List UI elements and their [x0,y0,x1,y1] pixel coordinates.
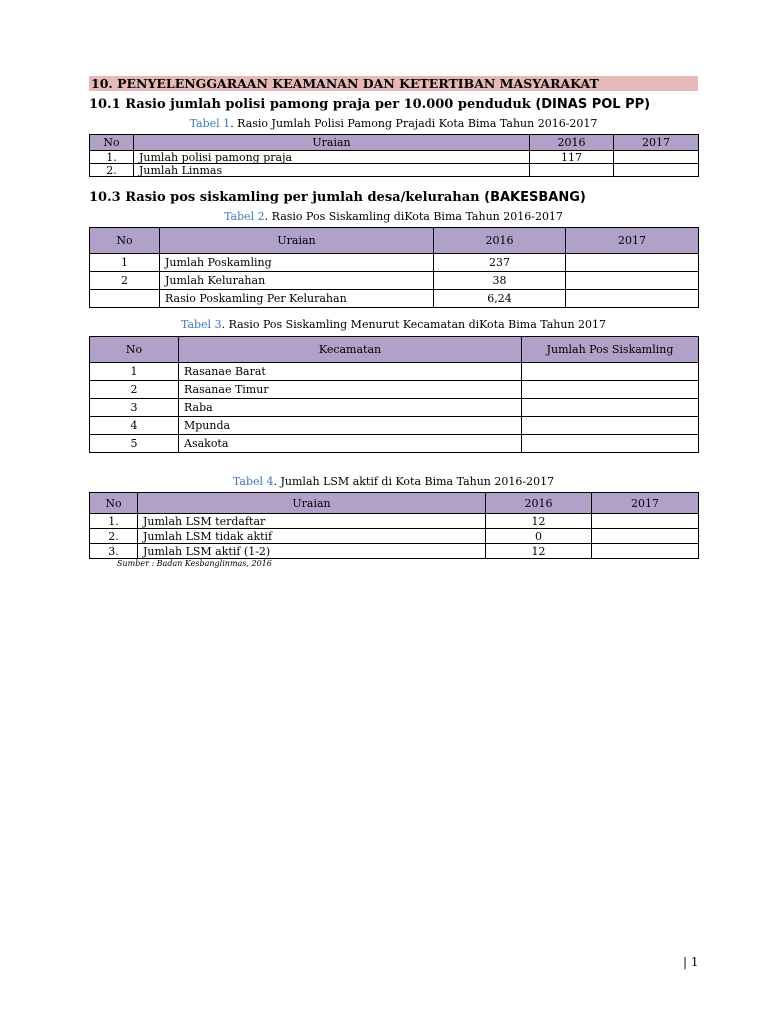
cell-jumlah [522,435,699,453]
table-4 [89,492,699,559]
header-uraian: Uraian [160,228,434,254]
cell-uraian: Jumlah polisi pamong praja [134,151,530,164]
caption-text: . Jumlah LSM aktif di Kota Bima Tahun 2016-2017 [273,475,555,488]
cell-2016: 117 [530,151,614,164]
cell-uraian: Jumlah LSM tidak aktif [138,529,486,544]
cell-no: 3. [90,544,138,559]
table-row [90,399,699,417]
cell-jumlah [522,417,699,435]
cell-2017 [614,164,699,177]
table-header-row [90,135,699,151]
table-header-row [90,337,699,363]
table-row [90,529,699,544]
header-no: No [90,337,179,363]
subsection-title: 10.1 Rasio jumlah polisi pamong praja per 10.000 penduduk [89,97,536,112]
cell-2017 [592,514,699,529]
cell-kecamatan: Raba [179,399,522,417]
cell-2017 [566,254,699,272]
cell-uraian: Rasio Poskamling Per Kelurahan [160,290,434,308]
cell-2017 [566,272,699,290]
caption-label: Tabel 4 [232,475,274,488]
caption-text: . Rasio Jumlah Polisi Pamong Prajadi Kota Bima Tahun 2016-2017 [230,117,598,130]
cell-2016: 6,24 [434,290,566,308]
table-2 [89,227,699,308]
cell-no: 1 [90,363,179,381]
table-row [90,272,699,290]
cell-uraian: Jumlah LSM terdaftar [138,514,486,529]
cell-no: 1 [90,254,160,272]
cell-2017 [614,151,699,164]
cell-2016: 237 [434,254,566,272]
header-2016: 2016 [434,228,566,254]
header-2017: 2017 [614,135,699,151]
cell-jumlah [522,363,699,381]
cell-2016: 0 [486,529,592,544]
table-header-row [90,493,699,514]
cell-uraian: Jumlah Poskamling [160,254,434,272]
header-no: No [90,135,134,151]
cell-no: 2 [90,381,179,399]
cell-no [90,290,160,308]
subsection-heading-10-3 [89,190,586,206]
cell-2016 [530,164,614,177]
cell-kecamatan: Mpunda [179,417,522,435]
cell-no: 5 [90,435,179,453]
cell-uraian: Jumlah LSM aktif (1-2) [138,544,486,559]
header-uraian: Uraian [138,493,486,514]
table-row [90,164,699,177]
cell-no: 1. [90,514,138,529]
table-row [90,290,699,308]
section-heading: 10. PENYELENGGARAAN KEAMANAN DAN KETERTIBAN MASYARAKAT [89,76,698,91]
table-row [90,514,699,529]
cell-jumlah [522,381,699,399]
table-row [90,381,699,399]
cell-no: 4 [90,417,179,435]
table-row [90,417,699,435]
cell-2016: 12 [486,544,592,559]
caption-label: Tabel 2 [224,210,265,223]
cell-uraian: Jumlah Kelurahan [160,272,434,290]
header-jumlah-pos: Jumlah Pos Siskamling [522,337,699,363]
cell-kecamatan: Asakota [179,435,522,453]
cell-no: 2 [90,272,160,290]
subsection-source-tag: (DINAS POL PP) [535,97,651,112]
cell-no: 2. [90,164,134,177]
caption-text: . Rasio Pos Siskamling diKota Bima Tahun 2016-2017 [264,210,563,223]
cell-no: 2. [90,529,138,544]
header-2017: 2017 [592,493,699,514]
header-2016: 2016 [486,493,592,514]
cell-2017 [592,544,699,559]
header-no: No [90,228,160,254]
table-row [90,544,699,559]
table-3 [89,336,699,453]
cell-no: 1. [90,151,134,164]
table-1 [89,134,699,177]
subsection-heading-10-1 [89,97,650,113]
cell-uraian: Jumlah Linmas [134,164,530,177]
caption-text: . Rasio Pos Siskamling Menurut Kecamatan diKota Bima Tahun 2017 [221,318,607,331]
cell-2016: 12 [486,514,592,529]
cell-no: 3 [90,399,179,417]
table-1-caption [89,117,698,131]
table-row [90,254,699,272]
subsection-source-tag: (BAKESBANG) [484,190,586,205]
table-row [90,363,699,381]
header-2016: 2016 [530,135,614,151]
cell-jumlah [522,399,699,417]
table-header-row [90,228,699,254]
cell-2017 [566,290,699,308]
subsection-title: 10.3 Rasio pos siskamling per jumlah desa/kelurahan [89,190,485,205]
cell-2017 [592,529,699,544]
header-2017: 2017 [566,228,699,254]
header-uraian: Uraian [134,135,530,151]
table-2-caption [89,210,698,224]
cell-kecamatan: Rasanae Barat [179,363,522,381]
table-3-caption [89,318,698,332]
table-4-caption [89,475,698,489]
header-kecamatan: Kecamatan [179,337,522,363]
header-no: No [90,493,138,514]
table-4-source-note: Sumber : Badan Kesbanglinmas, 2016 [117,559,272,568]
cell-2016: 38 [434,272,566,290]
table-row [90,151,699,164]
table-row [90,435,699,453]
page-number: | 1 [683,955,699,969]
cell-kecamatan: Rasanae Timur [179,381,522,399]
caption-label: Tabel 1 [189,117,231,130]
caption-label: Tabel 3 [180,318,222,331]
